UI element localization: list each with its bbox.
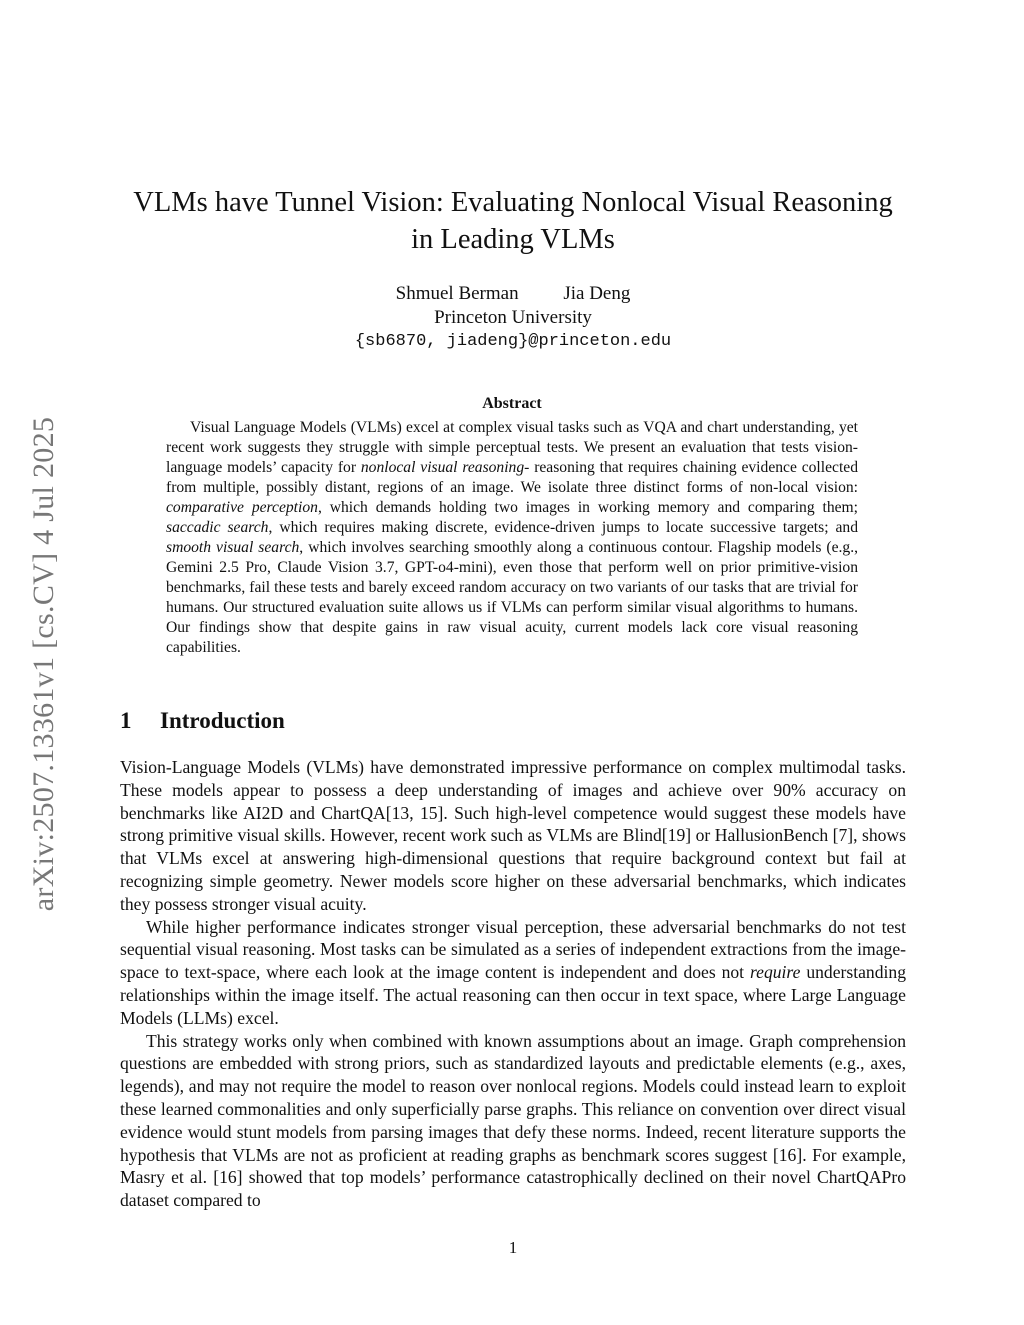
section-number: 1: [120, 708, 132, 733]
abstract-term-smooth: smooth visual search: [166, 539, 300, 556]
author-block: [120, 282, 906, 354]
intro-paragraph-1: Vision-Language Models (VLMs) have demonstrated impressive performance on complex multimodal tasks. These models appear to possess a deep understanding of images and achieve over 90% accuracy on benchmarks like AI2D and ChartQA[13, 15]. Such high-level competence would suggest these models have strong primitive visual skills. However, recent work such as VLMs are Blind[19] or HallusionBench [7], shows that VLMs excel at answering high-dimensional questions that require background context but fail at recognizing simple geometry. Newer models score higher on these adversarial benchmarks, which indicates they possess stronger visual acuity.: [120, 757, 906, 914]
author-affiliation: Princeton University: [434, 307, 592, 328]
abstract-term-comparative: comparative perception: [166, 499, 318, 516]
paper-title-line-2: in Leading VLMs: [411, 224, 615, 255]
abstract-text: , which involves searching smoothly along a continuous contour. Flagship models (e.g., Gemini 2.5 Pro, Claude Vision 3.7, GPT-o4-mini), even those that perform well on prior primitive-vision benchmarks, fail these tests and barely exceed random accuracy on two variants of our tasks that are trivial for humans. Our structured evaluation suite allows us if VLMs can perform similar visual algorithms to humans. Our findings show that despite gains in raw visual acuity, current models lack core visual reasoning capabilities.: [166, 539, 858, 656]
section-title: Introduction: [160, 708, 285, 733]
intro-paragraph-2: [120, 916, 906, 1030]
author-name: Shmuel Berman: [395, 283, 519, 304]
introduction-body: [120, 756, 906, 1212]
author-name: Jia Deng: [563, 283, 631, 304]
paper-title: [120, 184, 906, 258]
intro-text: understanding relationships within the image itself. The actual reasoning can then occur in text space, where Large Language Models (LLMs) excel.: [120, 962, 906, 1028]
section-heading-introduction: [120, 708, 285, 734]
intro-text: While higher performance indicates stronger visual perception, these adversarial benchmarks do not test sequential visual reasoning. Most tasks can be simulated as a series of independent extractions from the image-space to text-space, where each look at the image content is independent and does not: [120, 916, 906, 983]
intro-paragraph-3: This strategy works only when combined with known assumptions about an image. Graph comprehension questions are embedded with strong priors, such as standardized layouts and predictable elements (e.g., axes, legends), and may not require the model to reason over nonlocal regions. Models could instead learn to exploit these learned commonalities and only superficially parse graphs. This reliance on convention over direct visual evidence would stunt models from parsing images that defy these norms. Indeed, recent literature supports the hypothesis that VLMs are not as proficient at reading graphs as benchmark scores suggest [16]. For example, Masry et al. [16] showed that top models’ performance catastrophically declined on their novel ChartQAPro dataset compared to: [120, 1030, 906, 1211]
abstract-text: , which demands holding two images in working memory and comparing them;: [317, 499, 859, 516]
page-number: 1: [508, 1238, 518, 1257]
abstract-body: [166, 418, 858, 658]
abstract-text: - reasoning that requires chaining evidence collected from multiple, possibly distant, regions of an image. We isolate three distinct forms of non-local vision:: [166, 459, 858, 496]
author-email: {sb6870, jiadeng}@princeton.edu: [354, 332, 672, 351]
author-names: [120, 282, 906, 306]
intro-emphasis: require: [749, 962, 801, 983]
abstract-heading: Abstract: [482, 395, 542, 412]
abstract-term-nonlocal: nonlocal visual reasoning: [360, 459, 525, 476]
arxiv-identifier: arXiv:2507.13361v1 [cs.CV] 4 Jul 2025: [27, 416, 60, 912]
abstract-term-saccadic: saccadic search: [166, 519, 269, 536]
abstract: [166, 394, 858, 658]
abstract-text: Visual Language Models (VLMs) excel at complex visual tasks such as VQA and chart understanding, yet recent work suggests they struggle with simple perceptual tests. We present an evaluation that tests vision-language models’ capacity for: [166, 419, 858, 476]
paper-title-line-1: VLMs have Tunnel Vision: Evaluating Nonlocal Visual Reasoning: [133, 187, 893, 218]
abstract-text: , which requires making discrete, evidence-driven jumps to locate successive targets; and: [268, 519, 858, 536]
